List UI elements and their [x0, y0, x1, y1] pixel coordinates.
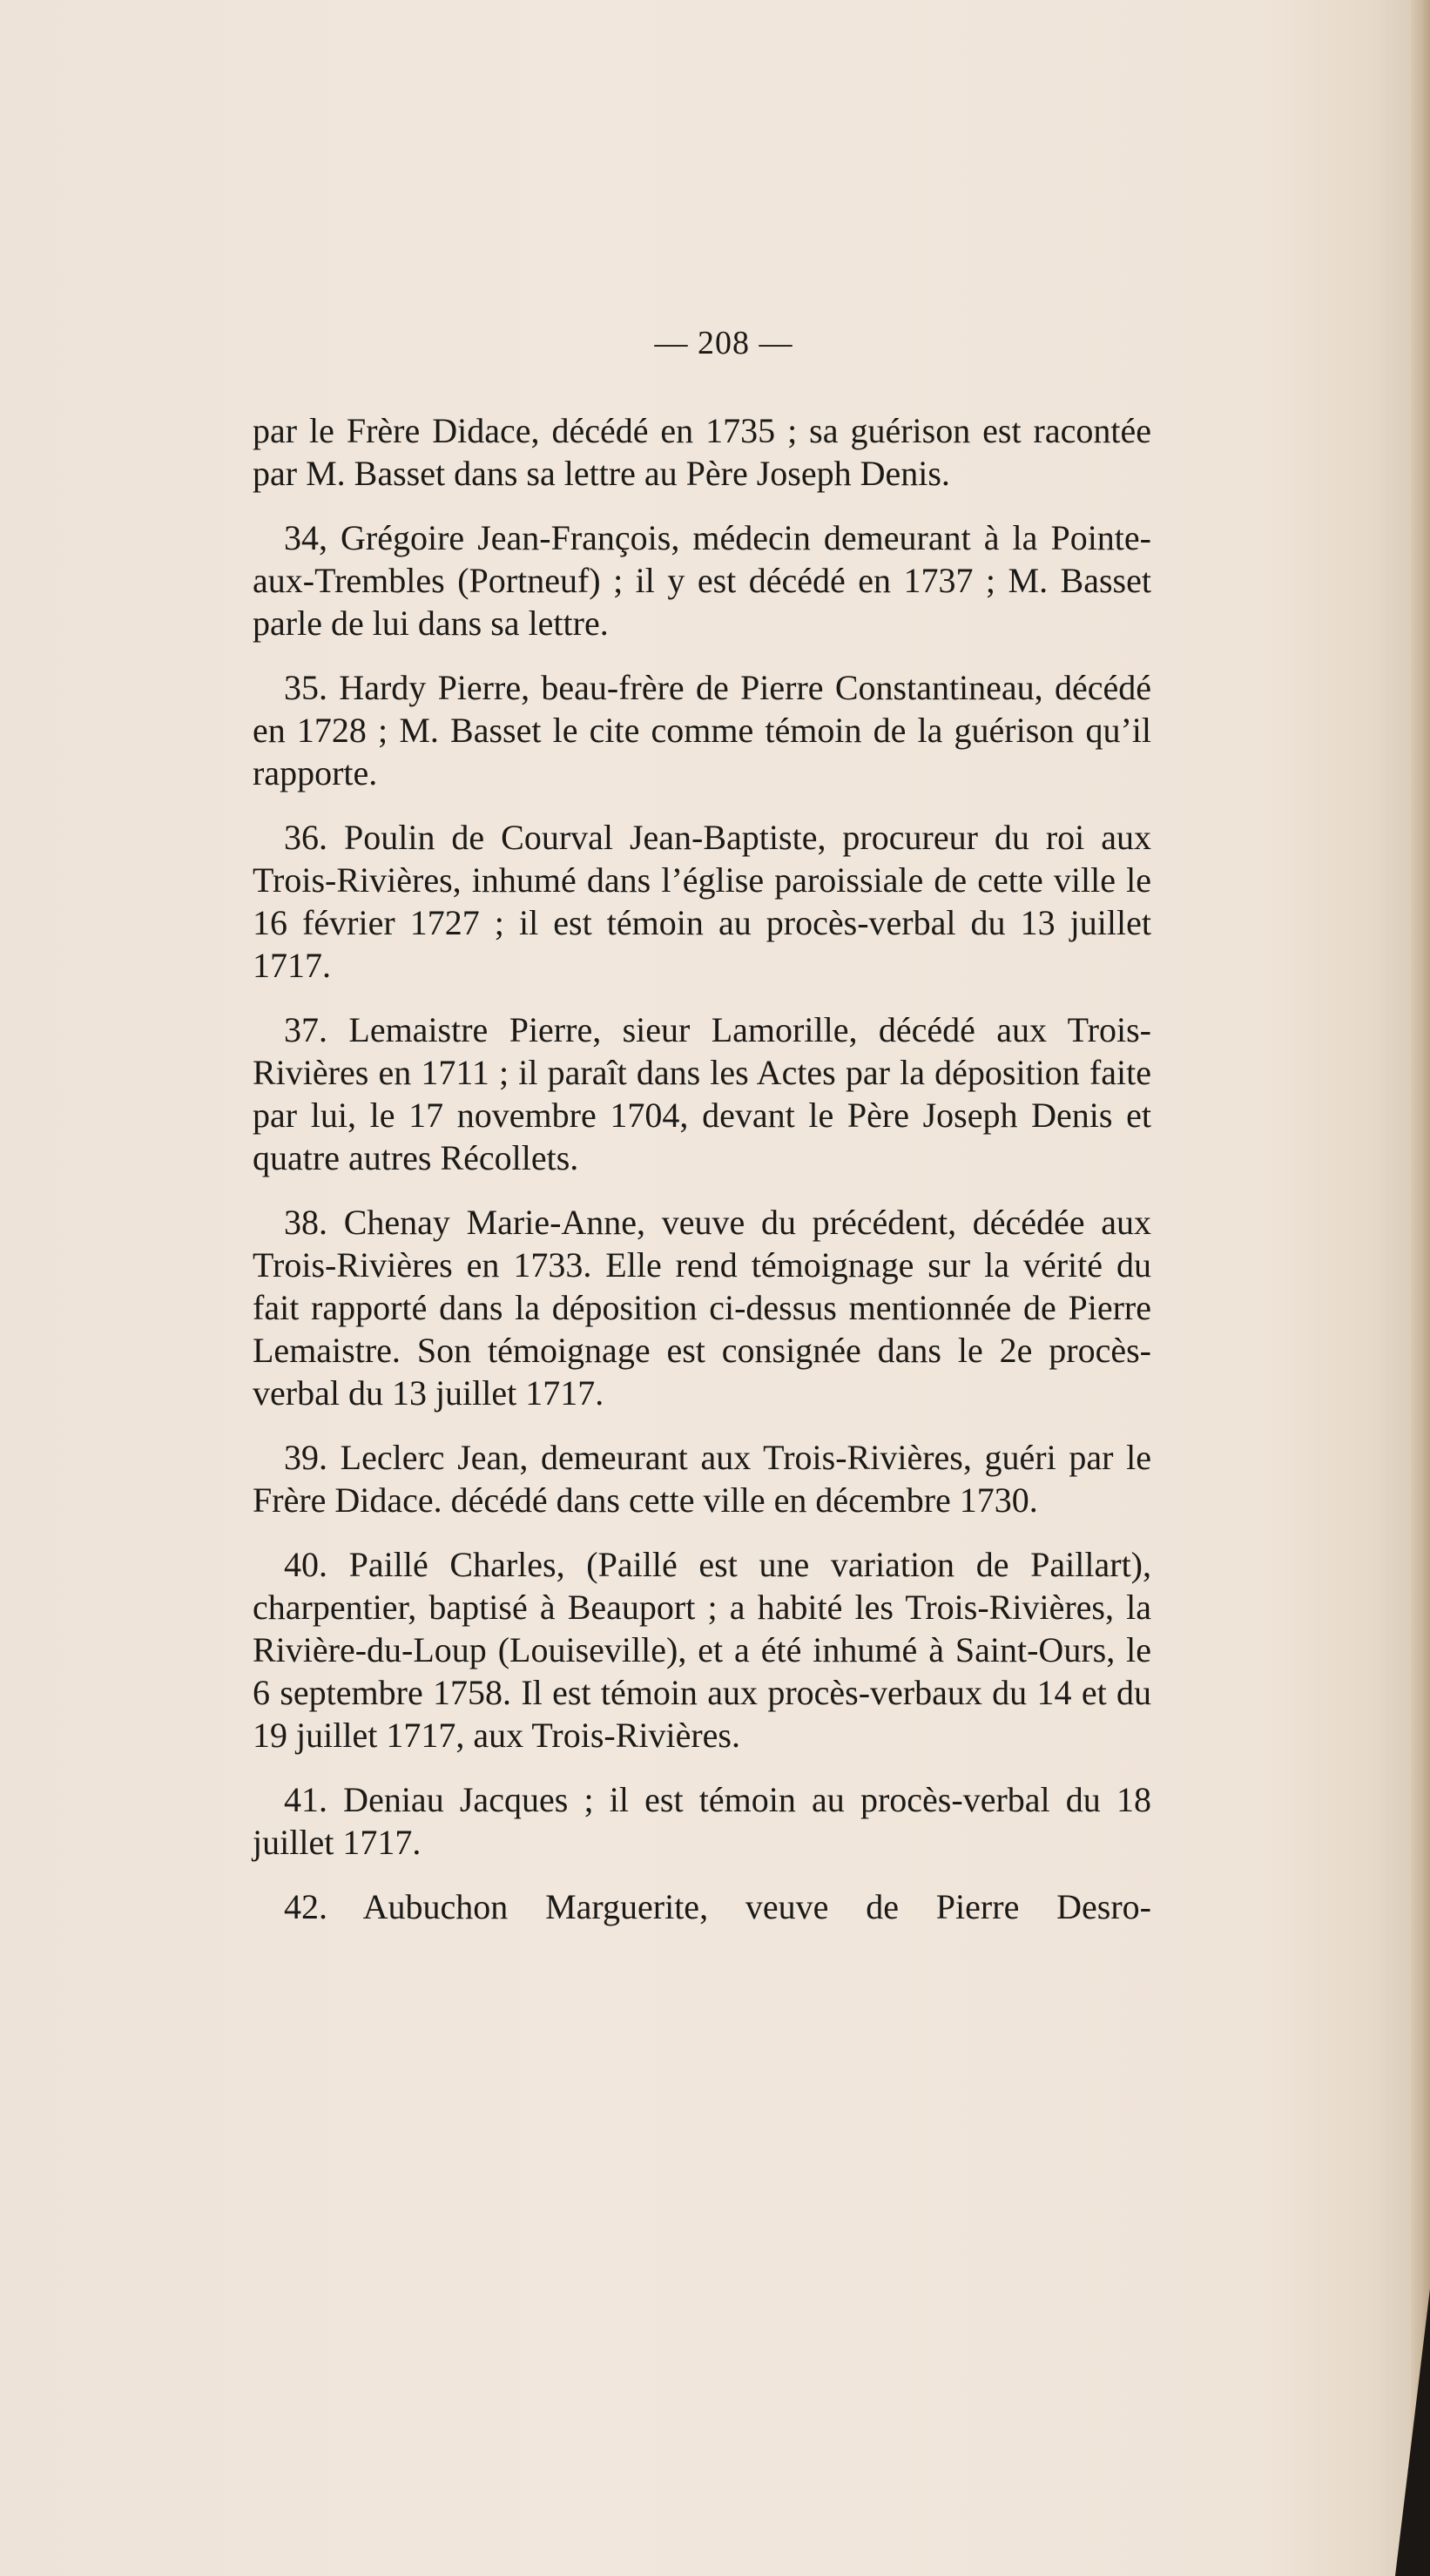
page-corner-shadow [1395, 2289, 1430, 2576]
paragraph-entry-39: 39. Leclerc Jean, demeurant aux Trois-Rivières, guéri par le Frère Didace. décédé dans cette ville en décembre 1730. [253, 1438, 1151, 1520]
paragraph-entry-38: 38. Chenay Marie-Anne, veuve du précédent, décédée aux Trois-Rivières en 1733. Elle rend témoignage sur la vérité du fait rapporté dans la déposition ci-dessus mentionnée de Pierre Lemaistre. Son témoignage est consignée dans le 2e procès-verbal du 13 juillet 1717. [253, 1203, 1151, 1413]
paragraph-entry-40: 40. Paillé Charles, (Paillé est une variation de Paillart), charpentier, baptisé à Beauport ; a habité les Trois-Rivières, la Rivière-du-Loup (Louiseville), et a été inhumé à Saint-Ours, le 6 septembre 1758. Il est témoin aux procès-verbaux du 14 et du 19 juillet 1717, aux Trois-Rivières. [253, 1545, 1151, 1755]
paragraph-entry-37: 37. Lemaistre Pierre, sieur Lamorille, décédé aux Trois-Rivières en 1711 ; il paraît dans les Actes par la déposition faite par lui, le 17 novembre 1704, devant le Père Joseph Denis et quatre autres Récollets. [253, 1010, 1151, 1177]
paragraph-continuation: par le Frère Didace, décédé en 1735 ; sa guérison est racontée par M. Basset dans sa lettre au Père Joseph Denis. [253, 411, 1151, 493]
paragraph-entry-34: 34, Grégoire Jean-François, médecin demeurant à la Pointe-aux-Trembles (Portneuf) ; il y est décédé en 1737 ; M. Basset parle de lui dans sa lettre. [253, 518, 1151, 643]
paragraph-entry-35: 35. Hardy Pierre, beau-frère de Pierre Constantineau, décédé en 1728 ; M. Basset le cite comme témoin de la guérison qu’il rapporte. [253, 668, 1151, 792]
body-text [253, 409, 1151, 1950]
page-edge-shadow [1411, 0, 1430, 2576]
paragraph-entry-42: 42. Aubuchon Marguerite, veuve de Pierre Desro- [284, 1887, 1151, 1926]
page-number: — 208 — [654, 325, 793, 361]
paragraph-entry-36: 36. Poulin de Courval Jean-Baptiste, procureur du roi aux Trois-Rivières, inhumé dans l’église paroissiale de cette ville le 16 février 1727 ; il est témoin au procès-verbal du 13 juillet 1717. [253, 818, 1151, 985]
paragraph-entry-41: 41. Deniau Jacques ; il est témoin au procès-verbal du 18 juillet 1717. [253, 1780, 1151, 1862]
